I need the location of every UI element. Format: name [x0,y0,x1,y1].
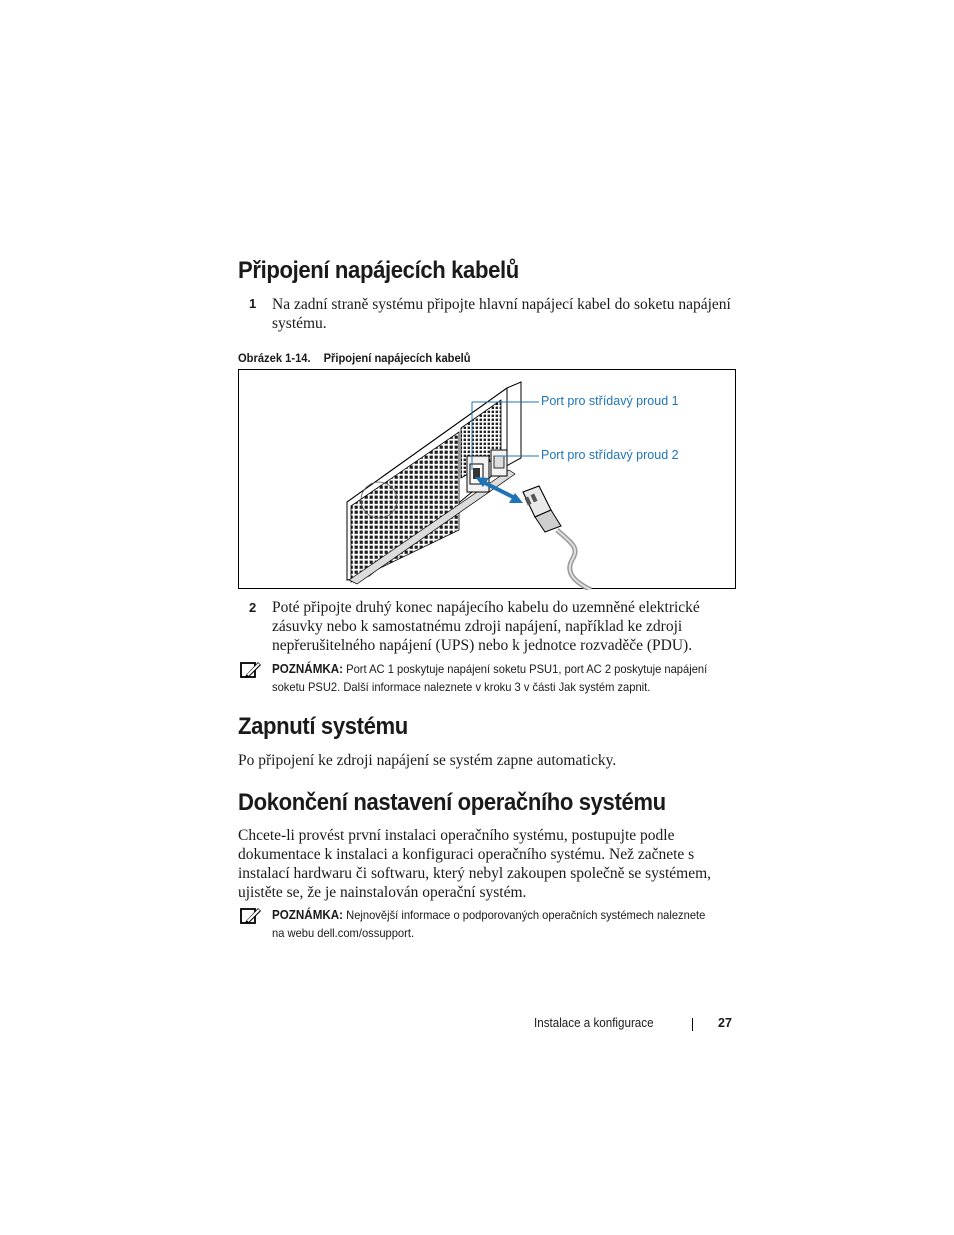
note-power-ports [240,660,736,700]
section-title-os-setup: Dokončení nastavení operačního systému [238,789,666,816]
paragraph-power-on: Po připojení ke zdroji napájení se systém zapne automaticky. [238,752,617,769]
step-1-text: Na zadní straně systému připojte hlavní napájecí kabel do soketu napájení systému. [272,296,731,332]
note-pencil-icon [240,906,262,926]
step-2-number: 2 [249,600,257,615]
rear-grille-large [351,432,459,582]
note-body: Port AC 1 poskytuje napájení soketu PSU1, port AC 2 poskytuje napájení soketu PSU2. Další informace naleznete v kroku 3 v části Jak systém zapnit. [272,662,708,694]
figure-caption [238,351,471,365]
figure-title: Připojení napájecích kabelů [323,351,471,365]
footer-page-number: 27 [718,1016,732,1030]
figure-power-cable-illustration [238,369,736,589]
callout-ac-port-1: Port pro střídavý proud 1 [541,394,679,408]
section-title-power-on: Zapnutí systému [238,713,408,740]
footer-separator [692,1018,693,1031]
paragraph-os-setup: Chcete-li provést první instalaci operačního systému, postupujte podle dokumentace k instalaci a konfiguraci operačního systému. Než začnete s instalací hardwaru či softwaru, který nebyl zakoupen společně se systémem, ujistěte se, že je nainstalován operační systém. [238,827,712,901]
figure-label: Obrázek 1-14. [238,351,311,365]
note-supported-os [240,906,736,946]
power-cable-plug [523,486,561,532]
note-pencil-icon [240,660,262,680]
power-cable [557,530,591,590]
ac-port-2 [494,456,504,468]
callout-ac-port-2: Port pro střídavý proud 2 [541,448,679,462]
note-label: POZNÁMKA: [272,908,344,922]
step-2-text: Poté připojte druhý konec napájecího kabelu do uzemněné elektrické zásuvky nebo k samostatnému zdroji napájení, například ke zdroji nepřerušitelného napájení (UPS) nebo k jednotce rozvaděče (PDU). [272,599,700,654]
section-title-power-cables: Připojení napájecích kabelů [238,257,519,284]
footer-section-name: Instalace a konfigurace [534,1016,654,1030]
step-1-number: 1 [249,296,257,311]
note-body: Nejnovější informace o podporovaných operačních systémech naleznete na webu dell.com/ossupport. [272,908,706,940]
note-label: POZNÁMKA: [272,662,344,676]
